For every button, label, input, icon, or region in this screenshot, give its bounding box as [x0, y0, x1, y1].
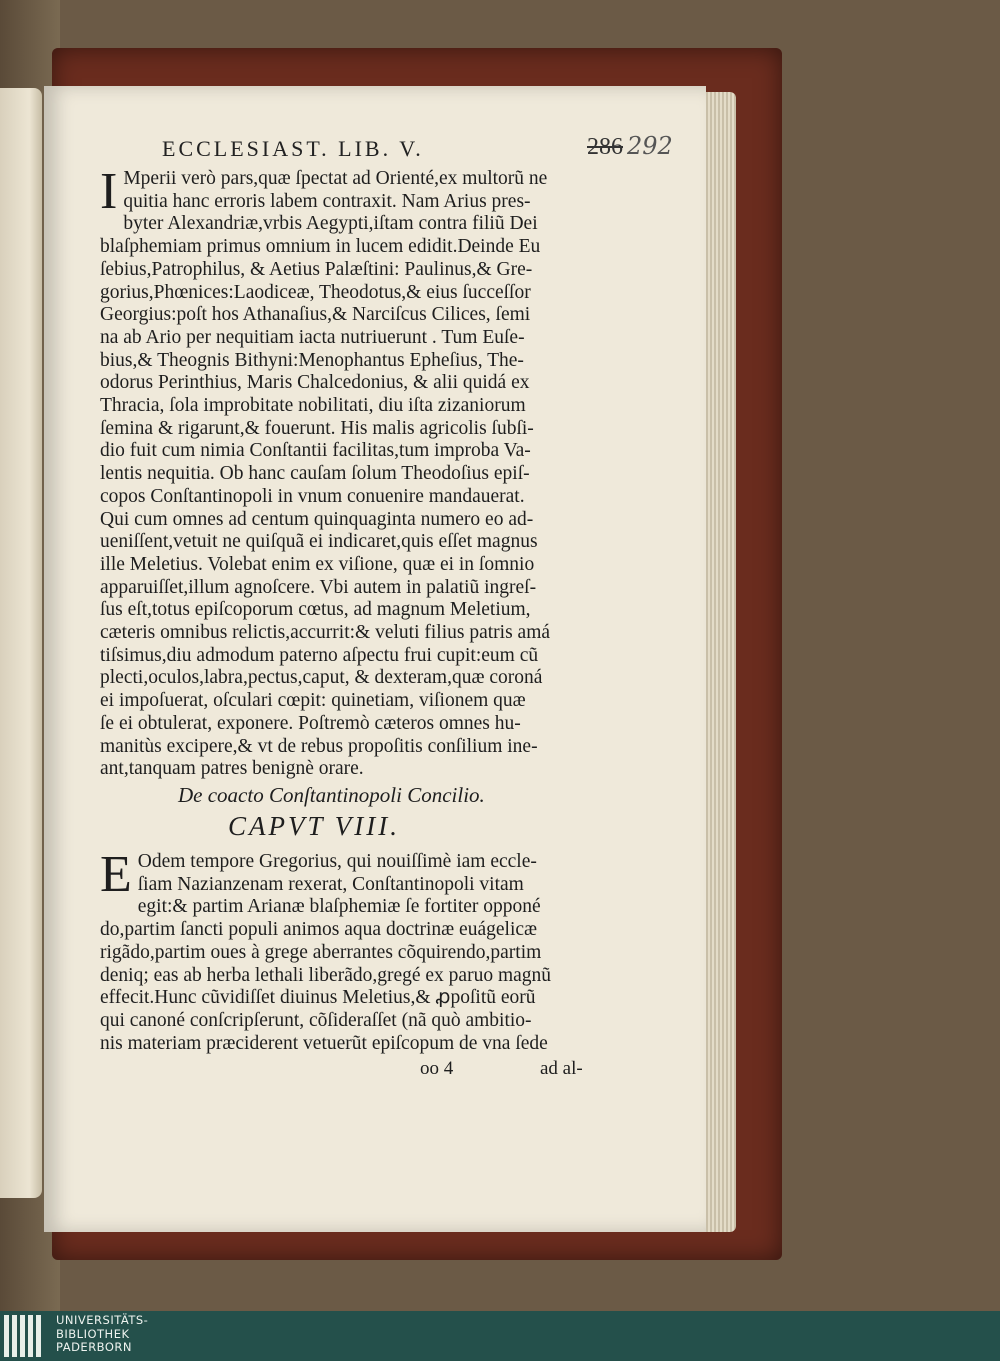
- facing-page-edge: [0, 88, 42, 1198]
- text-line: bius,& Theognis Bithyni:Menophantus Epheſius, The-: [100, 349, 524, 371]
- text-line: dio fuit cum nimia Conſtantii facilitas,tum improba Va-: [100, 440, 531, 462]
- library-name-line: UNIVERSITÄTS-: [56, 1313, 149, 1327]
- text-line: qui canoné conſcripſerunt, cõſideraſſet (nã quò ambitio-: [100, 1009, 532, 1031]
- dropcap-initial: E: [100, 845, 132, 903]
- text-line: ei impoſuerat, oſculari cœpit: quinetiam, viſionem quæ: [100, 690, 526, 712]
- printed-page-number: 286: [587, 134, 623, 160]
- signature-mark: oo 4: [420, 1058, 454, 1079]
- text-line: blaſphemiam primus omnium in lucem edidit.Deinde Eu: [100, 236, 541, 258]
- text-line: Mperii verò pars,quæ ſpectat ad Orienté,ex multorũ ne: [123, 168, 548, 189]
- text-line: plecti,oculos,labra,pectus,caput, & dexteram,quæ coroná: [100, 667, 543, 689]
- library-name-line: PADERBORN: [56, 1340, 133, 1354]
- text-line: tiſsimus,diu admodum paterno aſpectu frui cupit:eum cũ: [100, 644, 539, 666]
- library-name-line: BIBLIOTHEK: [56, 1326, 130, 1341]
- text-line: ille Meletius. Volebat enim ex viſione, quæ ei in ſomnio: [100, 553, 535, 575]
- text-line: ſus eſt,totus epiſcoporum cœtus, ad magnum Meletium,: [100, 599, 531, 621]
- dropcap-initial: I: [100, 163, 118, 220]
- text-line: cæteris omnibus relictis,accurrit:& veluti filius patris amá: [100, 622, 551, 644]
- text-line: Thracia, ſola improbitate nobilitati, diu iſta zizaniorum: [100, 395, 526, 417]
- section-heading: De coacto Conſtantinopoli Concilio.: [178, 782, 485, 807]
- text-line: na ab Ario per nequitiam iacta nutriuerunt . Tum Euſe-: [100, 326, 525, 348]
- text-line: ſe ei obtulerat, exponere. Poſtremò cæteros omnes hu-: [100, 712, 521, 734]
- text-line: do,partim ſancti populi animos aqua doctrinæ euágelicæ: [100, 919, 538, 941]
- text-line: rigãdo,partim oues à grege aberrantes cõquirendo,partim: [100, 941, 542, 963]
- text-line: ſebius,Patrophilus, & Aetius Palæſtini: Paulinus,& Gre-: [100, 258, 533, 280]
- text-line: Georgius:poſt hos Athanaſius,& Narciſcus Cilices, ſemi: [100, 304, 531, 326]
- library-logo-icon: [4, 1315, 48, 1357]
- text-line: lentis nequitia. Ob hanc cauſam ſolum Theodoſius epiſ-: [100, 463, 530, 485]
- chapter-heading: CAPVT VIII.: [228, 810, 400, 841]
- text-line: ant,tanquam patres benignè orare.: [100, 758, 364, 780]
- text-line: odorus Perinthius, Maris Chalcedonius, & alii quidá ex: [100, 372, 530, 394]
- running-head: ECCLESIAST. LIB. V.: [162, 136, 424, 161]
- paragraph-2: [100, 845, 645, 1055]
- text-line: copos Conſtantinopoli in vnum conuenire mandauerat.: [100, 485, 525, 507]
- catchword: ad al-: [540, 1058, 583, 1079]
- text-line: byter Alexandriæ,vrbis Aegypti,iſtam contra filiũ Dei: [123, 213, 538, 235]
- text-line: egit:& partim Arianæ blaſphemiæ ſe fortiter opponé: [137, 896, 541, 918]
- main-text: [100, 163, 645, 1055]
- book-page: [44, 86, 706, 1232]
- text-line: manitùs excipere,& vt de rebus propoſitis conſilium ine-: [100, 735, 538, 757]
- text-line: Qui cum omnes ad centum quinquaginta numero eo ad-: [100, 508, 534, 530]
- paragraph-1: [100, 163, 645, 781]
- text-line: effecit.Hunc cũvidiſſet diuinus Meletius,& ꝓpoſitũ eorũ: [100, 987, 536, 1009]
- handwritten-page-number: 292: [627, 132, 673, 160]
- text-line: apparuiſſet,illum agnoſcere. Vbi autem in palatiũ ingreſ-: [100, 576, 537, 598]
- text-line: ueniſſent,vetuit ne quiſquã ei indicaret,quis eſſet magnus: [100, 531, 538, 553]
- library-name: [56, 1314, 148, 1355]
- text-line: deniq; eas ab herba lethali liberãdo,gregé ex paruo magnũ: [100, 964, 552, 986]
- text-line: ſemina & rigarunt,& fouerunt. His malis agricolis ſubſi-: [100, 417, 534, 439]
- page-header: [162, 132, 673, 170]
- text-line: gorius,Phœnices:Laodiceæ, Theodotus,& eius ſucceſſor: [100, 281, 531, 303]
- text-line: ſiam Nazianzenam rexerat, Conſtantinopoli vitam: [137, 873, 524, 895]
- library-footer: [0, 1311, 1000, 1361]
- text-line: Odem tempore Gregorius, qui nouiſſimè iam eccle-: [137, 850, 537, 872]
- text-line: quitia hanc erroris labem contraxit. Nam Arius pres-: [123, 190, 531, 212]
- text-line: nis materiam præciderent vetuerũt epiſcopum de vna ſede: [100, 1032, 548, 1054]
